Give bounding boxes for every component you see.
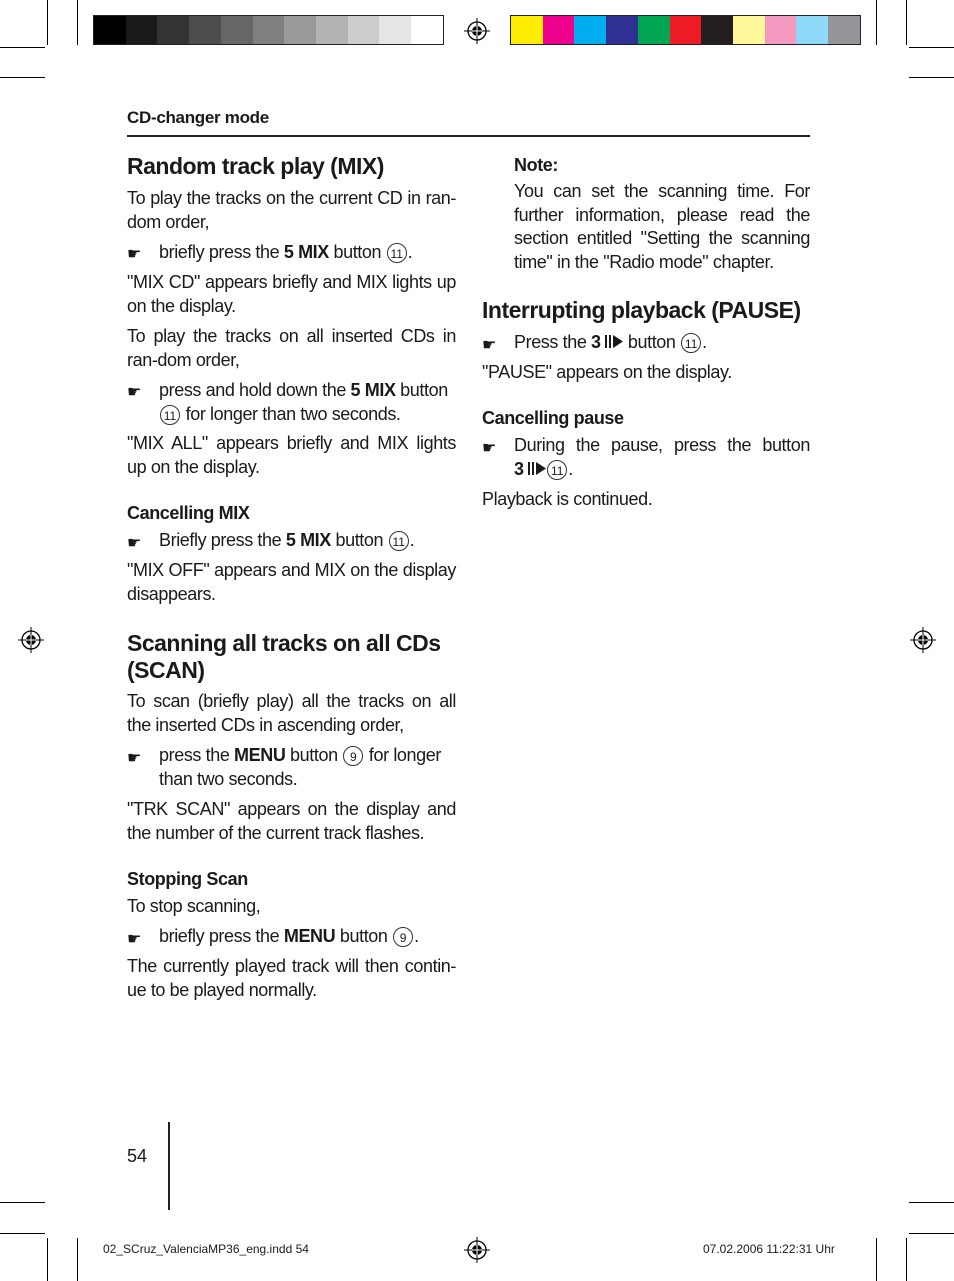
button-number: 11 — [681, 333, 701, 353]
color-swatch — [94, 16, 126, 44]
scan-instruction: press the MENU button 9 for longer than two seconds. — [159, 745, 441, 789]
play-pause-icon — [528, 459, 546, 483]
cancel-pause-heading: Cancelling pause — [482, 408, 624, 428]
mix-paragraph: "MIX ALL" appears briefly and MIX lights up on the display. — [127, 433, 456, 477]
color-swatch — [411, 16, 443, 44]
color-swatch — [828, 16, 860, 44]
pause-instruction: During the pause, press the button 3 11 . — [514, 434, 810, 482]
scan-heading: Scanning all tracks on all CDs (SCAN) — [127, 630, 441, 683]
crop-mark — [876, 1238, 877, 1281]
pointing-hand-icon: ☛ — [482, 440, 497, 457]
mix-instruction: briefly press the 5 MIX button 11 . — [159, 242, 413, 262]
button-number: 11 — [160, 405, 180, 425]
button-number: 11 — [547, 460, 567, 480]
pause-heading: Interrupting playback (PAUSE) — [482, 297, 801, 323]
play-pause-icon — [605, 332, 623, 356]
color-swatch — [316, 16, 348, 44]
crop-mark — [47, 0, 48, 45]
crop-mark — [909, 77, 954, 78]
page-number-rule — [168, 1122, 170, 1210]
color-swatch — [574, 16, 606, 44]
pause-paragraph: "PAUSE" appears on the display. — [482, 362, 732, 382]
scan-paragraph: To scan (briefly play) all the tracks on all the inserted CDs in ascending order, — [127, 691, 456, 735]
note-heading: Note: — [514, 155, 558, 175]
footer-file: 02_SCruz_ValenciaMP36_eng.indd 54 — [103, 1242, 309, 1256]
pointing-hand-icon: ☛ — [127, 384, 142, 401]
registration-mark-icon — [18, 627, 44, 653]
mix-paragraph: "MIX CD" appears briefly and MIX lights up on the display. — [127, 272, 456, 316]
color-swatch — [543, 16, 575, 44]
crop-mark — [47, 1238, 48, 1281]
crop-mark — [77, 0, 78, 45]
stop-scan-heading: Stopping Scan — [127, 869, 248, 889]
color-swatch — [638, 16, 670, 44]
registration-mark-icon — [910, 627, 936, 653]
color-swatch — [126, 16, 158, 44]
pointing-hand-icon: ☛ — [127, 535, 142, 552]
color-swatch — [765, 16, 797, 44]
mix-instruction: press and hold down the 5 MIX button 11 for longer than two seconds. — [159, 380, 448, 424]
pointing-hand-icon: ☛ — [482, 337, 497, 354]
crop-mark — [876, 0, 877, 45]
color-swatch — [733, 16, 765, 44]
color-swatch — [284, 16, 316, 44]
mix-heading: Random track play (MIX) — [127, 153, 384, 179]
color-swatch — [157, 16, 189, 44]
mix-paragraph: To play the tracks on the current CD in ran-dom order, — [127, 188, 456, 232]
grayscale-bar — [93, 15, 444, 45]
crop-mark — [0, 77, 45, 78]
scan-instruction: briefly press the MENU button 9 . — [159, 926, 419, 946]
crop-mark — [909, 47, 954, 48]
mix-instruction: Briefly press the 5 MIX button 11 . — [159, 530, 415, 550]
page-number: 54 — [127, 1146, 148, 1166]
color-swatch — [221, 16, 253, 44]
color-swatch — [253, 16, 285, 44]
button-number: 9 — [343, 746, 363, 766]
footer-date: 07.02.2006 11:22:31 Uhr — [703, 1242, 835, 1256]
mix-paragraph: To play the tracks on all inserted CDs in ran-dom order, — [127, 326, 456, 370]
section-header: CD-changer mode — [127, 108, 269, 127]
crop-mark — [909, 1202, 954, 1203]
color-swatch — [796, 16, 828, 44]
crop-mark — [77, 1238, 78, 1281]
color-swatch — [606, 16, 638, 44]
registration-mark-icon — [464, 1237, 490, 1263]
scan-paragraph: "TRK SCAN" appears on the display and the number of the current track flashes. — [127, 799, 456, 843]
color-swatch — [511, 16, 543, 44]
pause-instruction: Press the 3 button 11 . — [514, 331, 812, 356]
registration-mark-icon — [464, 18, 490, 44]
crop-mark — [909, 1233, 954, 1234]
color-swatch — [348, 16, 380, 44]
note-text: You can set the scanning time. For further information, please read the section entitled "Setting the scanning time" in the "Radio mode" chapter. — [514, 181, 810, 272]
pointing-hand-icon: ☛ — [127, 246, 142, 263]
button-number: 11 — [387, 243, 407, 263]
crop-mark — [0, 47, 45, 48]
pointing-hand-icon: ☛ — [127, 750, 142, 767]
color-swatch — [189, 16, 221, 44]
crop-mark — [906, 0, 907, 45]
header-rule — [127, 135, 810, 137]
cancel-mix-heading: Cancelling MIX — [127, 503, 250, 523]
color-swatch — [670, 16, 702, 44]
crop-mark — [906, 1238, 907, 1281]
crop-mark — [0, 1202, 45, 1203]
button-number: 11 — [389, 531, 409, 551]
button-number: 9 — [393, 927, 413, 947]
color-swatch — [379, 16, 411, 44]
color-bar — [510, 15, 861, 45]
pause-paragraph: Playback is continued. — [482, 489, 653, 509]
mix-paragraph: "MIX OFF" appears and MIX on the display disappears. — [127, 560, 456, 604]
pointing-hand-icon: ☛ — [127, 931, 142, 948]
scan-paragraph: To stop scanning, — [127, 896, 261, 916]
crop-mark — [0, 1233, 45, 1234]
color-swatch — [701, 16, 733, 44]
scan-paragraph: The currently played track will then contin-ue to be played normally. — [127, 956, 456, 1000]
